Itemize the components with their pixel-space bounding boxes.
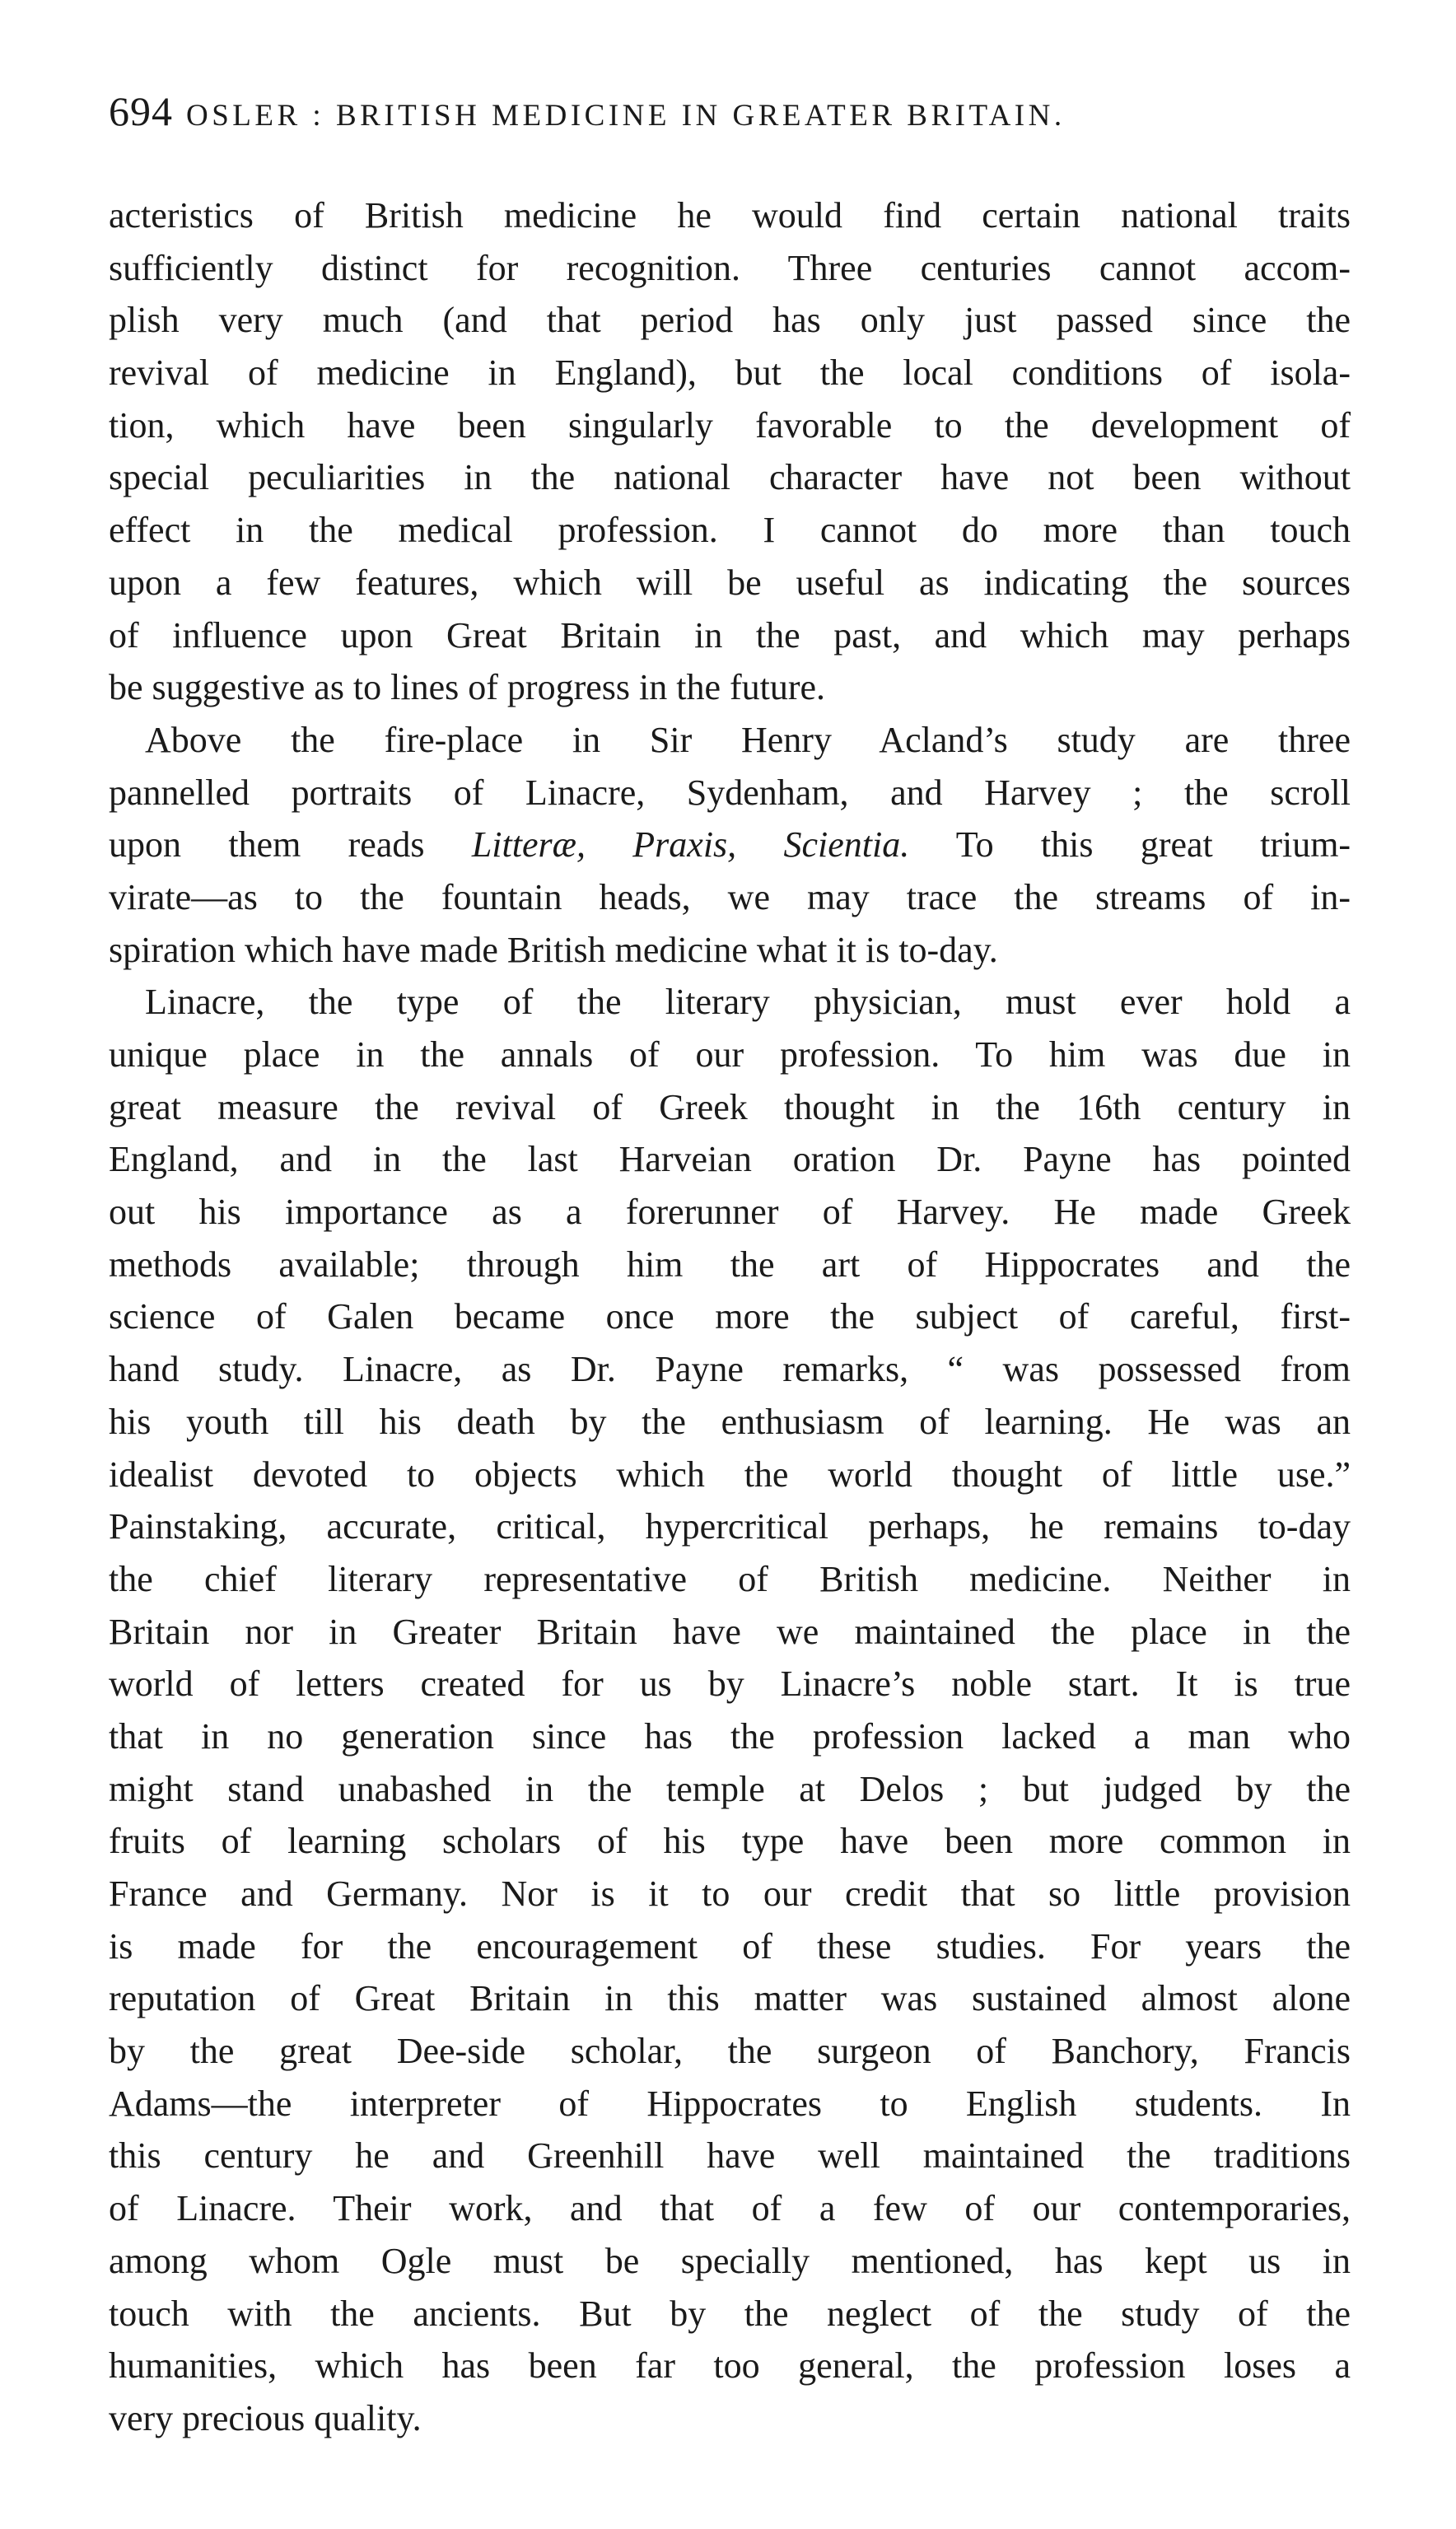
text-line: science of Galen became once more the subject of careful, first-	[109, 1296, 1351, 1337]
text-line: might stand unabashed in the temple at Delos ; but judged by the	[109, 1768, 1351, 1809]
text-line: humanities, which has been far too general, the profession loses a	[109, 2345, 1351, 2387]
text-line: is made for the encouragement of these studies. For years the	[109, 1925, 1351, 1967]
text-line: plish very much (and that period has only just passed since the	[109, 300, 1351, 341]
text-line: world of letters created for us by Linacre’s noble start. It is true	[109, 1663, 1351, 1705]
text-line: sufficiently distinct for recognition. Three centuries cannot accom-	[109, 247, 1351, 288]
text-line: England, and in the last Harveian oration Dr. Payne has pointed	[109, 1139, 1351, 1180]
body-text	[109, 189, 1351, 2445]
text-line: be suggestive as to lines of progress in the future.	[109, 667, 826, 708]
text-line: great measure the revival of Greek thought in the 16th century in	[109, 1086, 1351, 1127]
text-line: that in no generation since has the profession lacked a man who	[109, 1715, 1351, 1757]
italic-word: Scientia.	[783, 824, 910, 866]
text-line: out his importance as a forerunner of Harvey. He made Greek	[109, 1192, 1351, 1233]
page-number: 694	[109, 88, 173, 134]
text-line: by the great Dee-side scholar, the surgeon of Banchory, Francis	[109, 2031, 1351, 2072]
text-line: his youth till his death by the enthusiasm of learning. He was an	[109, 1401, 1351, 1442]
text-line-with-italics: upon them reads Litteræ, Praxis, Scientia. To this great trium-	[109, 824, 1351, 866]
text-line: Painstaking, accurate, critical, hypercritical perhaps, he remains to-day	[109, 1506, 1351, 1547]
text-line: special peculiarities in the national character have not been without	[109, 457, 1351, 498]
text-line: tion, which have been singularly favorable to the development of	[109, 404, 1351, 446]
text-line: revival of medicine in England), but the local conditions of isola-	[109, 352, 1351, 394]
text-line: acteristics of British medicine he would find certain national traits	[109, 195, 1351, 236]
running-head-title: OSLER : BRITISH MEDICINE IN GREATER BRITAIN.	[186, 99, 1066, 133]
text-line: Above the fire-place in Sir Henry Acland’s study are three	[145, 719, 1351, 760]
italic-word: Litteræ,	[471, 824, 586, 866]
text-line: idealist devoted to objects which the world thought of little use.”	[109, 1453, 1351, 1495]
text-line: reputation of Great Britain in this matter was sustained almost alone	[109, 1978, 1351, 2019]
text-line: pannelled portraits of Linacre, Sydenham, and Harvey ; the scroll	[109, 772, 1351, 813]
text-line: Britain nor in Greater Britain have we maintained the place in the	[109, 1611, 1351, 1652]
text-line: methods available; through him the art of Hippocrates and the	[109, 1244, 1351, 1285]
text-line: fruits of learning scholars of his type have been more common in	[109, 1821, 1351, 1862]
text-line: upon a few features, which will be useful as indicating the sources	[109, 562, 1351, 603]
text-line: hand study. Linacre, as Dr. Payne remarks, “ was possessed from	[109, 1349, 1351, 1390]
text-line: spiration which have made British medicine what it is to-day.	[109, 929, 998, 970]
text-line: virate—as to the fountain heads, we may trace the streams of in-	[109, 876, 1351, 917]
text-line: France and Germany. Nor is it to our credit that so little provision	[109, 1873, 1351, 1914]
text-line: of influence upon Great Britain in the past, and which may perhaps	[109, 614, 1351, 656]
text-line: very precious quality.	[109, 2397, 422, 2438]
text-line: unique place in the annals of our profession. To him was due in	[109, 1034, 1351, 1075]
text-line: touch with the ancients. But by the neglect of the study of the	[109, 2293, 1351, 2334]
text-line: Adams—the interpreter of Hippocrates to English students. In	[109, 2083, 1351, 2124]
text-line: the chief literary representative of British medicine. Neither in	[109, 1558, 1351, 1599]
text-line: of Linacre. Their work, and that of a few of our contemporaries,	[109, 2188, 1351, 2229]
text-line: Linacre, the type of the literary physician, must ever hold a	[145, 982, 1351, 1023]
italic-word: Praxis,	[632, 824, 737, 866]
text-line: effect in the medical profession. I cannot do more than touch	[109, 510, 1351, 551]
text-line: among whom Ogle must be specially mentioned, has kept us in	[109, 2240, 1351, 2281]
text-line: this century he and Greenhill have well maintained the traditions	[109, 2135, 1351, 2177]
running-head	[109, 87, 1360, 137]
